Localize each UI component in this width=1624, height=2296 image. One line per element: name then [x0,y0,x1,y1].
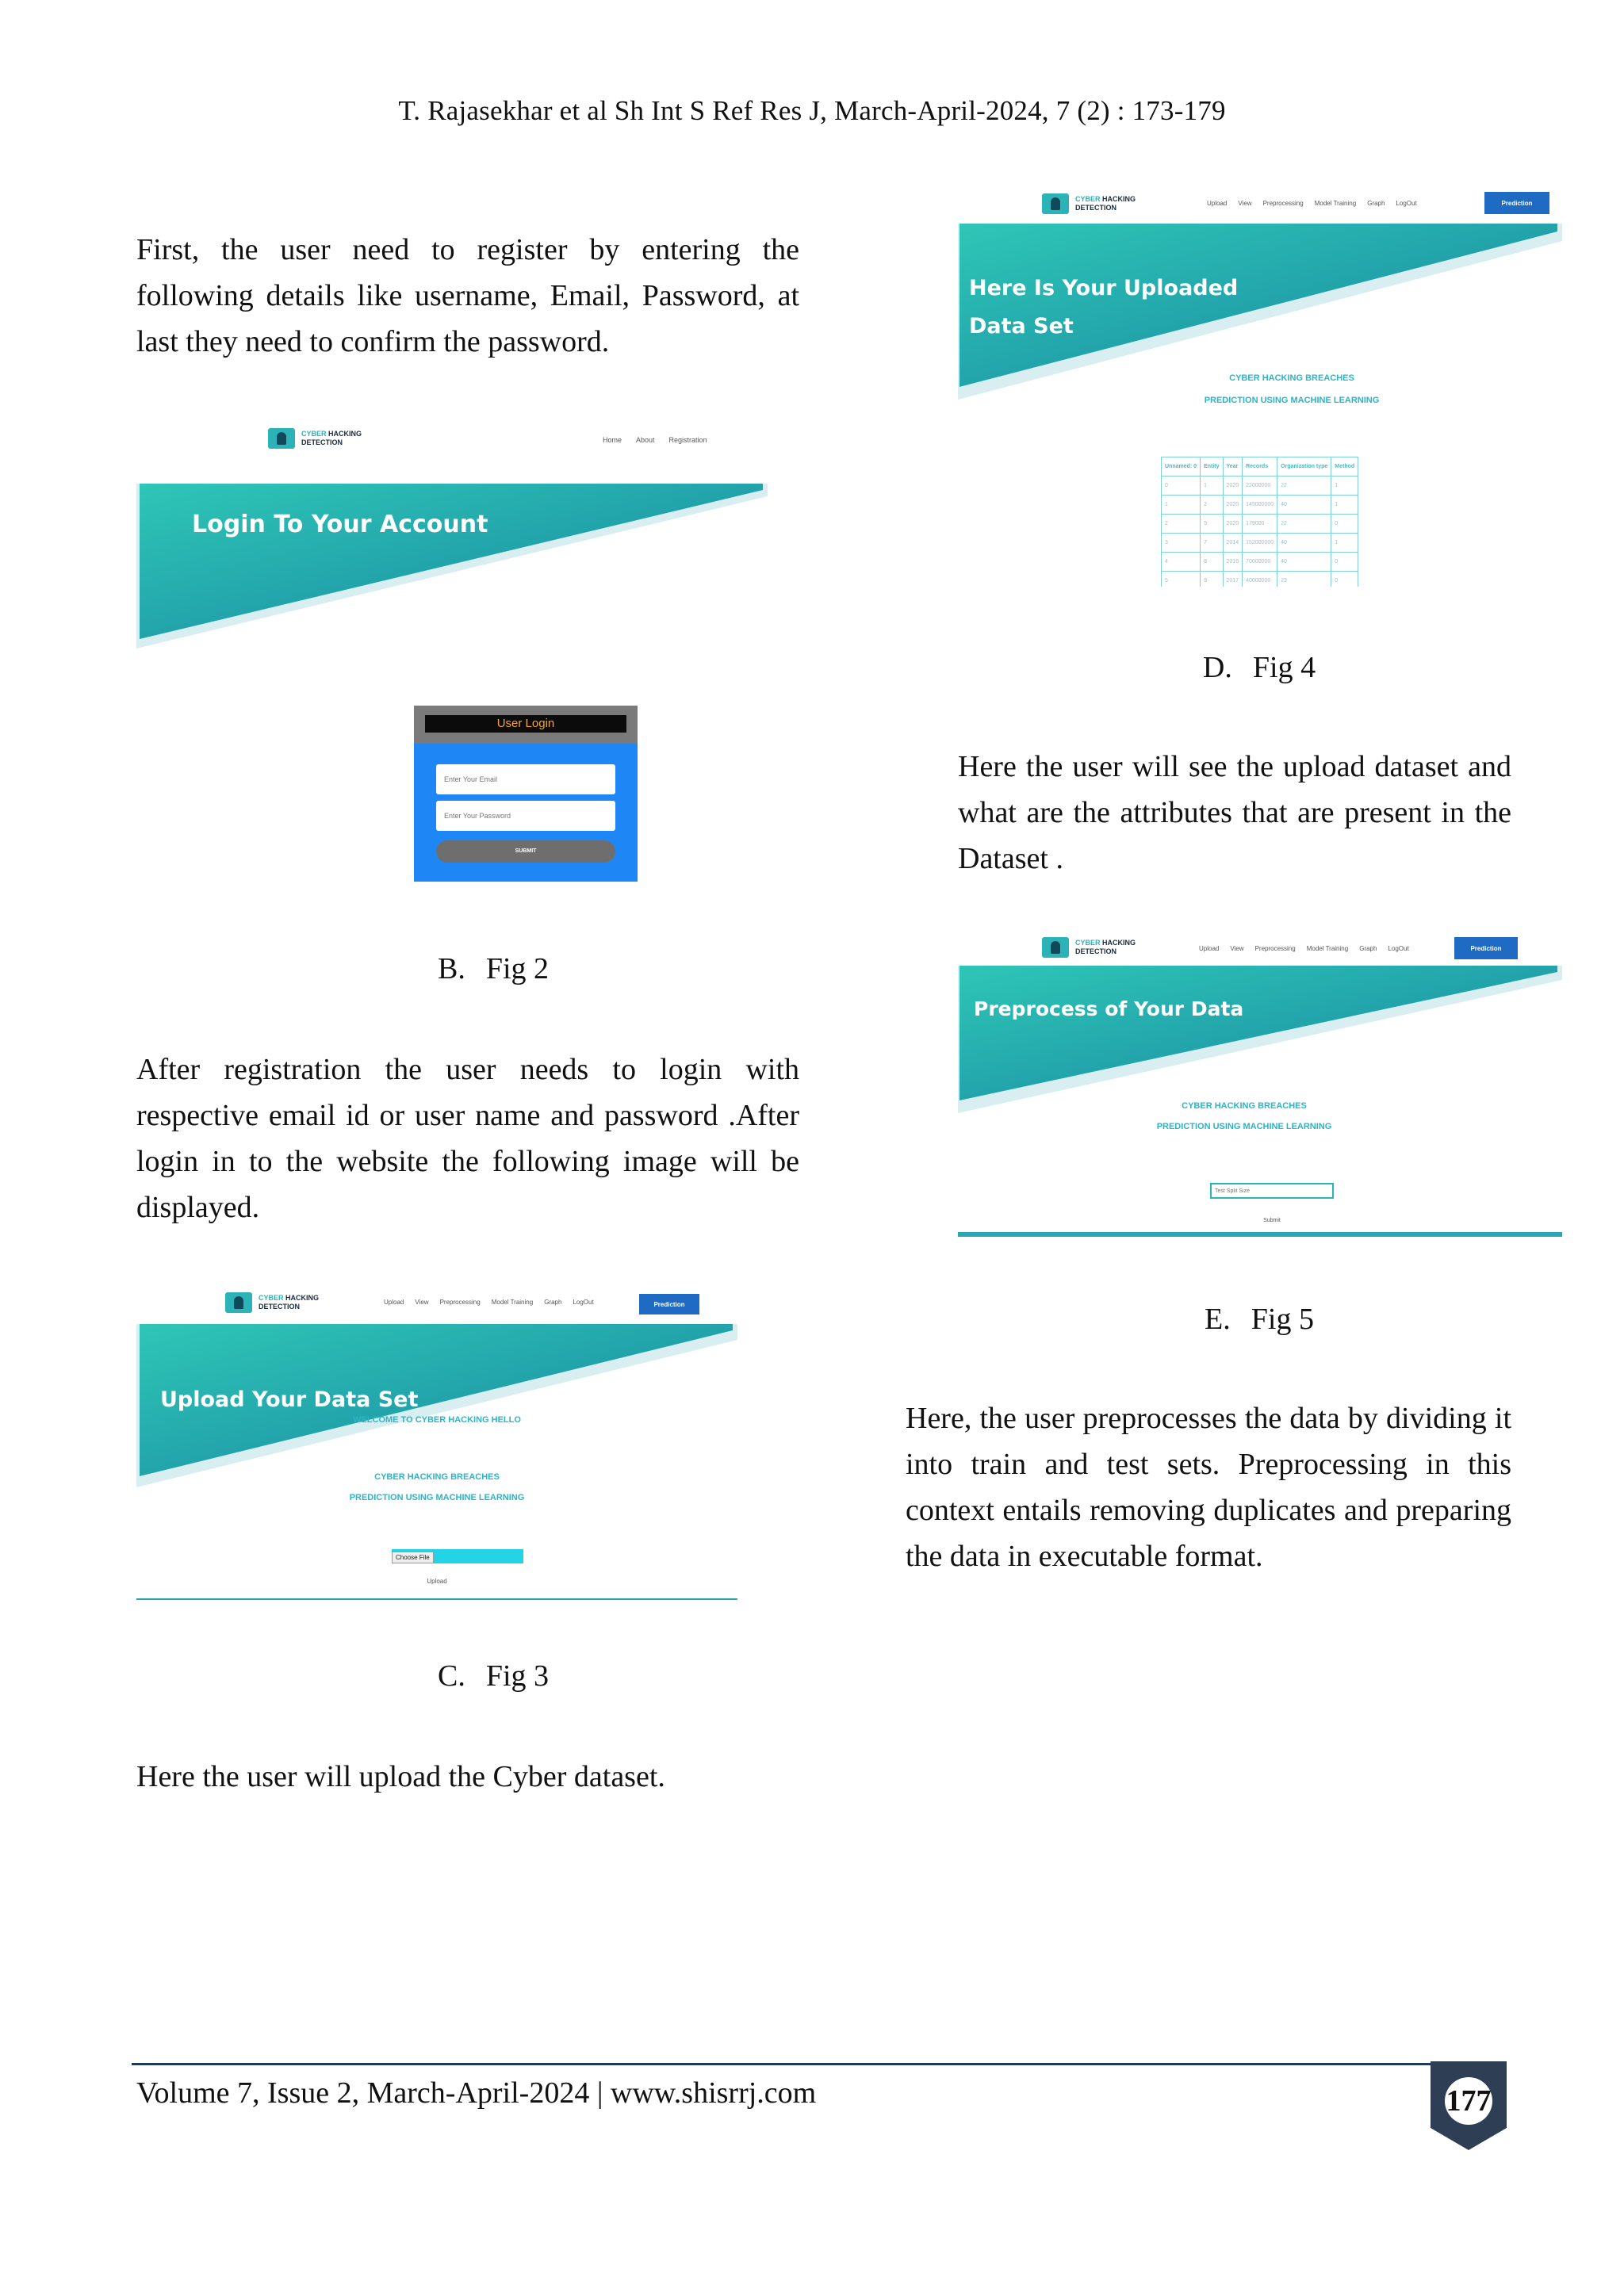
table-cell: 22 [1277,515,1331,534]
fig4-hero-title: Here Is Your Uploaded Data Set [969,276,1239,339]
menu-graph[interactable]: Graph [1359,945,1377,952]
menu-home[interactable]: Home [603,436,622,444]
prediction-button[interactable]: Prediction [639,1294,699,1314]
menu-model-training[interactable]: Model Training [1306,945,1349,952]
fig3-subtitle2: PREDICTION USING MACHINE LEARNING [349,1493,525,1502]
hacker-logo-icon [1042,193,1069,214]
table-cell: 2016 [1223,553,1243,572]
table-cell: 9 [1201,572,1223,591]
menu-view[interactable]: View [415,1299,429,1306]
menu-preprocessing[interactable]: Preprocessing [1254,945,1296,952]
table-header-cell: Entity [1201,457,1223,476]
menu-upload[interactable]: Upload [1207,200,1228,207]
menu-graph[interactable]: Graph [544,1299,562,1306]
table-cell: 1 [1201,476,1223,496]
menu-upload[interactable]: Upload [384,1299,404,1306]
table-cell: 5 [1201,515,1223,534]
table-cell: 70000000 [1243,553,1277,572]
footer-text: Volume 7, Issue 2, March-April-2024 | www.shisrrj.com [136,2076,817,2110]
table-row [1162,476,1358,496]
menu-view[interactable]: View [1238,200,1252,207]
fig2-logo: CYBER HACKING DETECTION [268,428,362,449]
caption-fig4: D. Fig 4 [1202,651,1316,684]
fig4-logo: CYBER HACKING DETECTION [1042,193,1136,214]
caption-fig2: B. Fig 2 [437,952,550,985]
choose-file-button[interactable]: Choose File [392,1552,434,1563]
paragraph-dataset: Here the user will see the upload dataset and what are the attributes that are present in the Dataset . [958,750,1511,875]
menu-graph[interactable]: Graph [1367,200,1385,207]
menu-logout[interactable]: LogOut [1396,200,1417,207]
fig5-subtitle1: CYBER HACKING BREACHES [1182,1101,1307,1111]
figure-5-preprocess-page [958,928,1562,1251]
paragraph-preprocess: Here, the user preprocesses the data by dividing it into train and test sets. Preprocessing in this context entails removing duplicates and preparing the data in executable format. [906,1402,1511,1573]
table-cell: 0 [1162,476,1201,496]
running-header: T. Rajasekhar et al Sh Int S Ref Res J, March-April-2024, 7 (2) : 173-179 [398,95,1226,126]
table-cell: 145000000 [1243,496,1277,515]
fig3-menu [384,1299,594,1306]
table-header-cell: Method [1331,457,1358,476]
caption-fig5: E. Fig 5 [1205,1303,1314,1336]
table-cell: 1 [1162,496,1201,515]
login-title: User Login [425,715,626,733]
table-cell: 1 [1331,476,1358,496]
table-header-cell: Organization type [1277,457,1331,476]
menu-registration[interactable]: Registration [668,436,707,444]
password-input[interactable] [436,801,615,831]
figure-3-upload-page [136,1284,737,1608]
table-header-cell: Year [1223,457,1243,476]
menu-logout[interactable]: LogOut [1388,945,1409,952]
submit-button[interactable]: SUBMIT [436,840,615,863]
table-cell: 40000000 [1243,572,1277,591]
fig2-navbar [136,419,768,463]
table-cell: 8 [1201,553,1223,572]
fig3-logo: CYBER HACKING DETECTION [225,1292,319,1313]
table-cell: 2017 [1223,572,1243,591]
table-header-cell: Records [1243,457,1277,476]
fig2-hero-banner [136,463,768,649]
fig3-hero-title: Upload Your Data Set [160,1387,419,1412]
fig5-subtitle2: PREDICTION USING MACHINE LEARNING [1156,1122,1332,1131]
test-split-input[interactable] [1210,1183,1334,1199]
menu-model-training[interactable]: Model Training [1314,200,1357,207]
fig4-menu [1207,200,1417,207]
upload-button[interactable]: Upload [427,1578,447,1585]
table-cell: 23 [1277,572,1331,591]
fig4-subtitle1: CYBER HACKING BREACHES [1229,373,1354,383]
table-cell: 1 [1331,496,1358,515]
table-cell: 0 [1331,553,1358,572]
hacker-logo-icon [225,1292,252,1313]
menu-about[interactable]: About [636,436,655,444]
table-row [1162,534,1358,553]
table-row [1162,496,1358,515]
table-cell: 40 [1277,534,1331,553]
table-cell: 152000000 [1243,534,1277,553]
table-cell: 1 [1331,534,1358,553]
fig4-subtitle2: PREDICTION USING MACHINE LEARNING [1204,396,1380,405]
caption-fig3: C. Fig 3 [437,1659,550,1693]
table-cell: 2 [1201,496,1223,515]
table-row [1162,515,1358,534]
table-cell: 40 [1277,496,1331,515]
menu-preprocessing[interactable]: Preprocessing [1262,200,1304,207]
prediction-button[interactable]: Prediction [1454,937,1518,959]
table-cell: 3 [1162,534,1201,553]
prediction-button[interactable]: Prediction [1484,192,1549,214]
paragraph-upload: Here the user will upload the Cyber dataset. [136,1760,665,1793]
table-cell: 7 [1201,534,1223,553]
table-cell: 2014 [1223,534,1243,553]
paragraph-login: After registration the user needs to login with respective email id or user name and password .After login in to the website the following image will be displayed. [136,1053,799,1224]
figure-4-dataset-page [958,187,1562,595]
fig5-logo: CYBER HACKING DETECTION [1042,937,1136,958]
dataset-table [1161,457,1358,591]
table-header-cell: Unnamed: 0 [1162,457,1201,476]
menu-view[interactable]: View [1230,945,1244,952]
fig5-hero-title: Preprocess of Your Data [974,997,1244,1020]
table-row [1162,553,1358,572]
footer-rule [132,2063,1440,2065]
table-cell: 179000 [1243,515,1277,534]
menu-upload[interactable]: Upload [1199,945,1220,952]
menu-model-training[interactable]: Model Training [491,1299,534,1306]
page-number-badge [1427,2061,1510,2150]
table-cell: 22 [1277,476,1331,496]
hacker-logo-icon [1042,937,1069,958]
email-input[interactable] [436,764,615,794]
fig5-submit-button[interactable]: Submit [1263,1218,1281,1223]
table-cell: 2020 [1223,496,1243,515]
file-input[interactable] [392,1549,523,1563]
menu-logout[interactable]: LogOut [573,1299,594,1306]
table-cell: 2020 [1223,476,1243,496]
table-cell: 0 [1331,515,1358,534]
table-cell: 22000000 [1243,476,1277,496]
fig2-menu [603,436,707,444]
table-cell: 5 [1162,572,1201,591]
table-cell: 40 [1277,553,1331,572]
table-cell: 4 [1162,553,1201,572]
menu-preprocessing[interactable]: Preprocessing [439,1299,481,1306]
user-login-form [414,683,638,882]
figure-2-login-page [136,419,768,649]
table-cell: 0 [1331,572,1358,591]
fig3-subtitle1: CYBER HACKING BREACHES [374,1472,500,1482]
table-cell: 2020 [1223,515,1243,534]
table-cell: 2 [1162,515,1201,534]
page-number: 177 [1446,2084,1492,2118]
fig2-hero-title: Login To Your Account [192,511,488,538]
fig5-menu [1199,945,1409,952]
paragraph-registration: First, the user need to register by entering the following details like username, Email, Password, at last they need to confirm the password. [136,233,799,358]
hacker-logo-icon [268,428,295,449]
fig3-welcome: WELCOME TO CYBER HACKING HELLO [353,1415,521,1425]
